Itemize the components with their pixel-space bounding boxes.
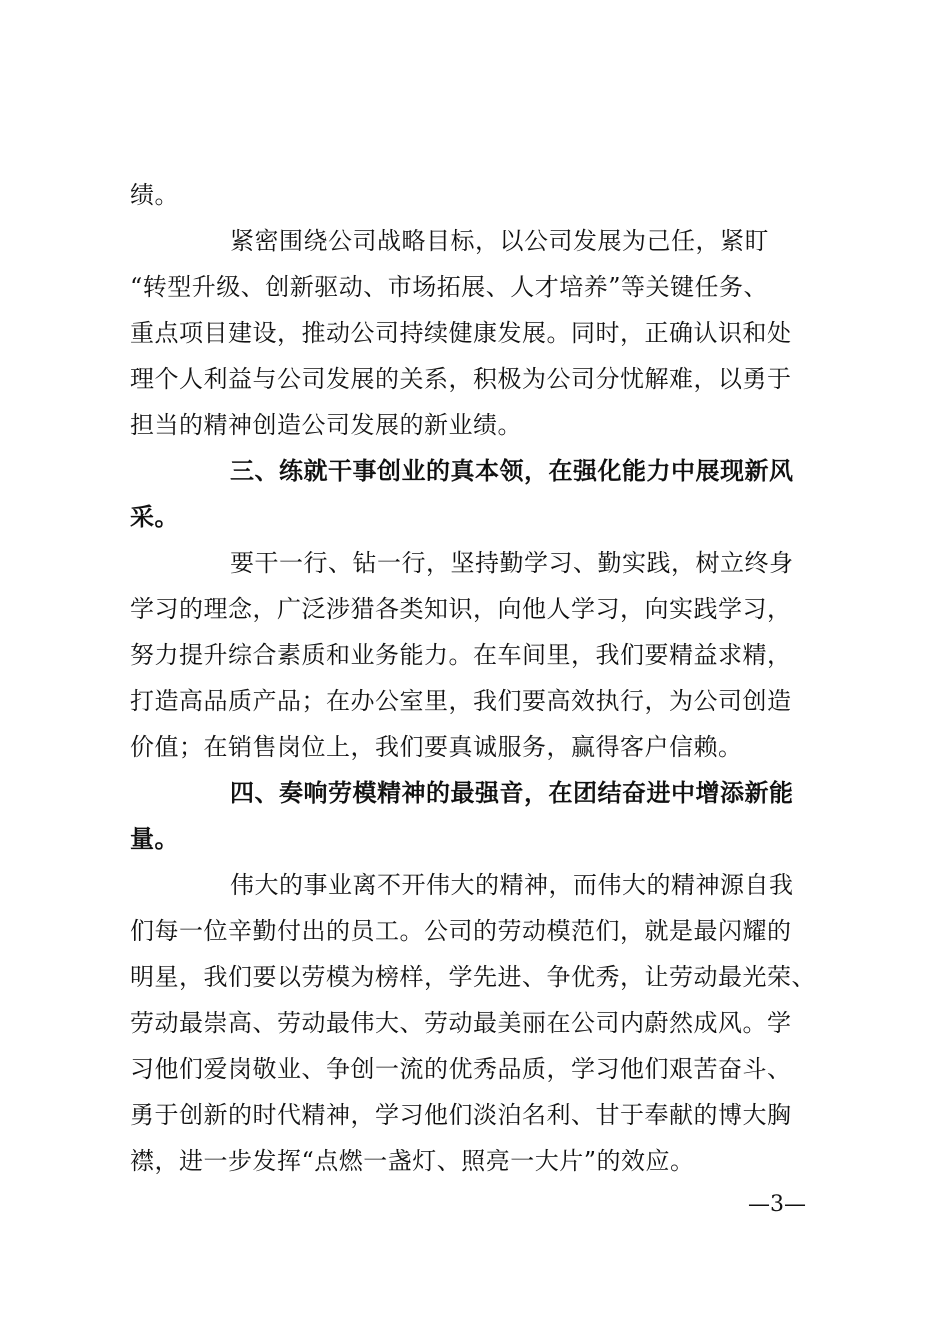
text-line: 学习的理念，广泛涉猎各类知识，向他人学习，向实践学习， [130,595,792,623]
text-line: 们每一位辛勤付出的员工。公司的劳动模范们，就是最闪耀的 [130,917,792,945]
section-heading-3: 三、练就干事创业的真本领，在强化能力中展现新风 [230,457,794,485]
text-line: 绩。 [130,181,179,209]
text-line: 襟，进一步发挥“点燃一盏灯、照亮一大片”的效应。 [130,1147,695,1175]
text-line: 打造高品质产品；在办公室里，我们要高效执行，为公司创造 [130,687,792,715]
text-line: 明星，我们要以劳模为榜样，学先进、争优秀，让劳动最光荣、 [130,963,816,991]
text-line: 努力提升综合素质和业务能力。在车间里，我们要精益求精， [130,641,792,669]
paragraph-start-line: 伟大的事业离不开伟大的精神，而伟大的精神源自我 [230,871,794,899]
text-line: 劳动最崇高、劳动最伟大、劳动最美丽在公司内蔚然成风。学 [130,1009,792,1037]
paragraph-start-line: 要干一行、钻一行，坚持勤学习、勤实践，树立终身 [230,549,794,577]
paragraph-start-line: 紧密围绕公司战略目标，以公司发展为己任，紧盯 [230,227,769,255]
section-heading-4: 四、奏响劳模精神的最强音，在团结奋进中增添新能 [230,779,794,807]
text-line: 担当的精神创造公司发展的新业绩。 [130,411,522,439]
section-heading-4-continued: 量。 [130,825,179,853]
text-line: 勇于创新的时代精神，学习他们淡泊名利、甘于奉献的博大胸 [130,1101,792,1129]
text-line: 价值；在销售岗位上，我们要真诚服务，赢得客户信赖。 [130,733,743,761]
page-number: —3— [748,1192,806,1217]
text-line: 重点项目建设，推动公司持续健康发展。同时，正确认识和处 [130,319,792,347]
text-line: 理个人利益与公司发展的关系，积极为公司分忧解难，以勇于 [130,365,792,393]
text-line: 习他们爱岗敬业、争创一流的优秀品质，学习他们艰苦奋斗、 [130,1055,792,1083]
section-heading-3-continued: 采。 [130,503,179,531]
text-line: “转型升级、创新驱动、市场拓展、人才培养”等关键任务、 [130,273,769,301]
